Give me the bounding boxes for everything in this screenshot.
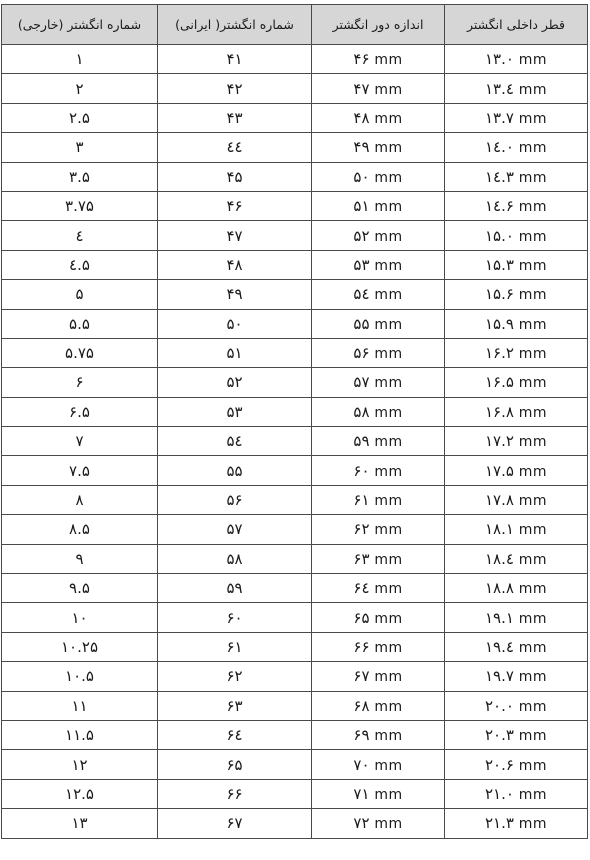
measurement-unit: mm — [518, 551, 547, 568]
table-body — [2, 45, 588, 839]
iranian-size-cell: ۴۱ — [158, 45, 312, 74]
measurement-value: ۶۳ — [353, 549, 370, 568]
measurement-unit: mm — [374, 375, 403, 392]
inner-diameter-cell — [445, 691, 588, 720]
measurement-value: ۱۹.٤ — [484, 638, 514, 656]
measurement-unit: mm — [518, 669, 547, 686]
measurement-value: ۱۸.٤ — [484, 549, 514, 568]
circumference-cell — [312, 574, 445, 603]
table-row — [2, 750, 588, 779]
foreign-size-cell: ۵.۷۵ — [2, 338, 158, 367]
measurement-value: ۶۸ — [353, 696, 370, 715]
measurement-unit: mm — [518, 786, 547, 803]
measurement-value: ۵٤ — [353, 285, 370, 304]
table-row — [2, 779, 588, 808]
measurement-value: ۱۳.۷ — [484, 108, 514, 127]
inner-diameter-cell — [445, 191, 588, 220]
iranian-size-cell: ۵۶ — [158, 485, 312, 514]
table-row — [2, 691, 588, 720]
measurement-value: ۱۵.۹ — [484, 314, 514, 333]
measurement-unit: mm — [374, 757, 403, 774]
measurement-unit: mm — [518, 287, 547, 304]
inner-diameter-cell — [445, 133, 588, 162]
foreign-size-cell: ۱۱.۵ — [2, 720, 158, 749]
measurement-unit: mm — [374, 52, 403, 69]
measurement-unit: mm — [518, 375, 547, 392]
foreign-size-cell: ۱ — [2, 45, 158, 74]
measurement-value: ۱۸.۸ — [484, 579, 514, 598]
measurement-value: ۶۷ — [353, 667, 370, 686]
measurement-value: ۶۰ — [353, 461, 370, 480]
measurement-unit: mm — [518, 493, 547, 510]
measurement-value: ۴۶ — [353, 50, 370, 69]
measurement-value: ۱٤.۶ — [484, 197, 514, 216]
inner-diameter-cell — [445, 809, 588, 838]
measurement-value: ۶۲ — [353, 520, 370, 539]
foreign-size-cell: ۷ — [2, 427, 158, 456]
measurement-value: ۱۵.۶ — [484, 285, 514, 304]
iranian-size-cell: ۶۰ — [158, 603, 312, 632]
iranian-size-cell: ۵۱ — [158, 338, 312, 367]
measurement-unit: mm — [518, 346, 547, 363]
foreign-size-cell: ۹ — [2, 544, 158, 573]
measurement-value: ۵۰ — [353, 167, 370, 186]
foreign-size-cell: ۱۰.۵ — [2, 662, 158, 691]
measurement-value: ۵۹ — [353, 432, 370, 451]
measurement-value: ۶۱ — [353, 491, 370, 510]
table-row — [2, 45, 588, 74]
measurement-value: ۷۲ — [353, 814, 370, 833]
table-row — [2, 662, 588, 691]
measurement-unit: mm — [518, 110, 547, 127]
header-circumference: اندازه دور انگشتر — [312, 5, 445, 45]
measurement-unit: mm — [518, 640, 547, 656]
foreign-size-cell: ۱۱ — [2, 691, 158, 720]
measurement-unit: mm — [374, 316, 403, 333]
circumference-cell — [312, 162, 445, 191]
table-row — [2, 603, 588, 632]
iranian-size-cell: ۵۵ — [158, 456, 312, 485]
circumference-cell — [312, 45, 445, 74]
measurement-value: ۴۷ — [353, 79, 370, 98]
circumference-cell — [312, 191, 445, 220]
inner-diameter-cell — [445, 162, 588, 191]
circumference-cell — [312, 809, 445, 838]
measurement-unit: mm — [518, 228, 547, 245]
measurement-value: ۴۸ — [353, 108, 370, 127]
foreign-size-cell: ۲.۵ — [2, 103, 158, 132]
measurement-value: ۱۵.۳ — [484, 255, 514, 274]
foreign-size-cell: ۸ — [2, 485, 158, 514]
table-row — [2, 309, 588, 338]
table-row — [2, 809, 588, 838]
table-row — [2, 456, 588, 485]
foreign-size-cell: ۵ — [2, 280, 158, 309]
measurement-value: ۷۱ — [353, 784, 370, 803]
inner-diameter-cell — [445, 456, 588, 485]
measurement-value: ۱٤.۰ — [484, 138, 514, 157]
measurement-unit: mm — [518, 816, 547, 833]
inner-diameter-cell — [445, 221, 588, 250]
measurement-unit: mm — [518, 140, 547, 157]
table-row — [2, 191, 588, 220]
measurement-value: ۵۷ — [353, 373, 370, 392]
iranian-size-cell: ۶۷ — [158, 809, 312, 838]
inner-diameter-cell — [445, 750, 588, 779]
measurement-unit: mm — [374, 434, 403, 451]
circumference-cell — [312, 368, 445, 397]
measurement-value: ۶۶ — [353, 638, 370, 656]
table-row — [2, 162, 588, 191]
table-row — [2, 720, 588, 749]
circumference-cell — [312, 603, 445, 632]
foreign-size-cell: ۶.۵ — [2, 397, 158, 426]
inner-diameter-cell — [445, 368, 588, 397]
measurement-value: ۱۷.۵ — [484, 461, 514, 480]
measurement-unit: mm — [374, 463, 403, 480]
measurement-unit: mm — [374, 551, 403, 568]
circumference-cell — [312, 133, 445, 162]
header-foreign-size: شماره انگشتر (خارجی) — [2, 5, 158, 45]
measurement-value: ۲۱.۰ — [484, 784, 514, 803]
measurement-unit: mm — [374, 228, 403, 245]
circumference-cell — [312, 309, 445, 338]
measurement-value: ۲۰.۳ — [484, 726, 514, 745]
circumference-cell — [312, 250, 445, 279]
iranian-size-cell: ۵۳ — [158, 397, 312, 426]
circumference-cell — [312, 221, 445, 250]
circumference-cell — [312, 544, 445, 573]
inner-diameter-cell — [445, 280, 588, 309]
measurement-unit: mm — [374, 287, 403, 304]
foreign-size-cell: ۲ — [2, 74, 158, 103]
circumference-cell — [312, 515, 445, 544]
foreign-size-cell: ۱۰.۲۵ — [2, 632, 158, 661]
iranian-size-cell: ۴۵ — [158, 162, 312, 191]
iranian-size-cell: ۵٤ — [158, 427, 312, 456]
ring-size-table — [1, 4, 588, 839]
inner-diameter-cell — [445, 397, 588, 426]
measurement-unit: mm — [374, 404, 403, 421]
circumference-cell — [312, 338, 445, 367]
inner-diameter-cell — [445, 574, 588, 603]
foreign-size-cell: ٤ — [2, 221, 158, 250]
measurement-value: ۱۵.۰ — [484, 226, 514, 245]
measurement-unit: mm — [374, 346, 403, 363]
foreign-size-cell: ۱۲.۵ — [2, 779, 158, 808]
measurement-value: ۵۵ — [353, 314, 370, 333]
foreign-size-cell: ۱۳ — [2, 809, 158, 838]
inner-diameter-cell — [445, 720, 588, 749]
measurement-unit: mm — [518, 81, 547, 98]
measurement-unit: mm — [518, 522, 547, 539]
measurement-value: ۱۸.۱ — [484, 520, 514, 539]
inner-diameter-cell — [445, 74, 588, 103]
iranian-size-cell: ۶۲ — [158, 662, 312, 691]
inner-diameter-cell — [445, 427, 588, 456]
measurement-value: ۱۷.۸ — [484, 491, 514, 510]
table-row — [2, 515, 588, 544]
foreign-size-cell: ۵.۵ — [2, 309, 158, 338]
measurement-unit: mm — [374, 640, 403, 656]
measurement-unit: mm — [374, 669, 403, 686]
foreign-size-cell: ۳ — [2, 133, 158, 162]
measurement-unit: mm — [518, 316, 547, 333]
measurement-value: ۱۶.۲ — [484, 344, 514, 363]
measurement-value: ۲۰.۰ — [484, 696, 514, 715]
inner-diameter-cell — [445, 603, 588, 632]
measurement-value: ۱۶.۸ — [484, 402, 514, 421]
inner-diameter-cell — [445, 515, 588, 544]
circumference-cell — [312, 750, 445, 779]
circumference-cell — [312, 427, 445, 456]
circumference-cell — [312, 662, 445, 691]
table-row — [2, 544, 588, 573]
measurement-value: ۲۱.۳ — [484, 814, 514, 833]
measurement-unit: mm — [518, 581, 547, 598]
iranian-size-cell: ۵۲ — [158, 368, 312, 397]
iranian-size-cell: ۶٤ — [158, 720, 312, 749]
iranian-size-cell: ۴۸ — [158, 250, 312, 279]
measurement-unit: mm — [518, 169, 547, 186]
circumference-cell — [312, 485, 445, 514]
circumference-cell — [312, 691, 445, 720]
foreign-size-cell: ۳.۵ — [2, 162, 158, 191]
measurement-unit: mm — [374, 610, 403, 627]
table-row — [2, 221, 588, 250]
measurement-value: ۶۹ — [353, 726, 370, 745]
circumference-cell — [312, 720, 445, 749]
table-row — [2, 427, 588, 456]
measurement-unit: mm — [374, 786, 403, 803]
measurement-unit: mm — [518, 757, 547, 774]
measurement-value: ۷۰ — [353, 755, 370, 774]
measurement-value: ۵۳ — [353, 255, 370, 274]
foreign-size-cell: ۱۰ — [2, 603, 158, 632]
measurement-unit: mm — [518, 698, 547, 715]
iranian-size-cell: ۶۳ — [158, 691, 312, 720]
measurement-value: ۵۶ — [353, 344, 370, 363]
table-header-row — [2, 5, 588, 45]
measurement-unit: mm — [374, 493, 403, 510]
measurement-unit: mm — [518, 52, 547, 69]
iranian-size-cell: ۴۳ — [158, 103, 312, 132]
inner-diameter-cell — [445, 250, 588, 279]
measurement-unit: mm — [518, 199, 547, 216]
measurement-unit: mm — [374, 169, 403, 186]
measurement-value: ۱۳.۰ — [484, 50, 514, 69]
inner-diameter-cell — [445, 309, 588, 338]
measurement-unit: mm — [374, 698, 403, 715]
iranian-size-cell: ۴۷ — [158, 221, 312, 250]
measurement-unit: mm — [374, 522, 403, 539]
header-inner-diameter: قطر داخلی انگشتر — [445, 5, 588, 45]
iranian-size-cell: ۵۹ — [158, 574, 312, 603]
table-row — [2, 574, 588, 603]
inner-diameter-cell — [445, 544, 588, 573]
iranian-size-cell: ۵۸ — [158, 544, 312, 573]
measurement-unit: mm — [518, 257, 547, 274]
iranian-size-cell: ۴۶ — [158, 191, 312, 220]
inner-diameter-cell — [445, 45, 588, 74]
inner-diameter-cell — [445, 779, 588, 808]
foreign-size-cell: ۱۲ — [2, 750, 158, 779]
measurement-value: ۱۹.۷ — [484, 667, 514, 686]
circumference-cell — [312, 74, 445, 103]
measurement-unit: mm — [374, 581, 403, 598]
circumference-cell — [312, 779, 445, 808]
measurement-unit: mm — [518, 728, 547, 745]
measurement-unit: mm — [374, 110, 403, 127]
foreign-size-cell: ۶ — [2, 368, 158, 397]
table-row — [2, 338, 588, 367]
measurement-unit: mm — [374, 728, 403, 745]
inner-diameter-cell — [445, 485, 588, 514]
foreign-size-cell: ۳.۷۵ — [2, 191, 158, 220]
measurement-value: ۱۹.۱ — [484, 608, 514, 627]
iranian-size-cell: ۶۵ — [158, 750, 312, 779]
circumference-cell — [312, 103, 445, 132]
table-row — [2, 397, 588, 426]
table-row — [2, 133, 588, 162]
measurement-value: ۶٤ — [353, 579, 370, 598]
measurement-unit: mm — [374, 140, 403, 157]
ring-size-sheet — [1, 4, 587, 858]
iranian-size-cell: ۶۱ — [158, 632, 312, 661]
measurement-value: ۱۶.۵ — [484, 373, 514, 392]
measurement-value: ۵۲ — [353, 226, 370, 245]
iranian-size-cell: ۶۶ — [158, 779, 312, 808]
iranian-size-cell: ۴۹ — [158, 280, 312, 309]
measurement-unit: mm — [518, 610, 547, 627]
iranian-size-cell: ۵۰ — [158, 309, 312, 338]
inner-diameter-cell — [445, 103, 588, 132]
measurement-value: ۲۰.۶ — [484, 755, 514, 774]
measurement-unit: mm — [374, 816, 403, 833]
foreign-size-cell: ٤.۵ — [2, 250, 158, 279]
measurement-unit: mm — [518, 434, 547, 451]
measurement-value: ۶۵ — [353, 608, 370, 627]
measurement-unit: mm — [374, 257, 403, 274]
table-row — [2, 485, 588, 514]
measurement-unit: mm — [374, 81, 403, 98]
circumference-cell — [312, 397, 445, 426]
inner-diameter-cell — [445, 338, 588, 367]
table-row — [2, 74, 588, 103]
iranian-size-cell: ٤٤ — [158, 133, 312, 162]
iranian-size-cell: ۴۲ — [158, 74, 312, 103]
measurement-unit: mm — [518, 404, 547, 421]
table-row — [2, 632, 588, 661]
measurement-value: ۵۸ — [353, 402, 370, 421]
circumference-cell — [312, 280, 445, 309]
table-row — [2, 103, 588, 132]
measurement-value: ۱۳.٤ — [484, 79, 514, 98]
inner-diameter-cell — [445, 632, 588, 661]
header-iranian-size: شماره انگشتر( ایرانی) — [158, 5, 312, 45]
measurement-unit: mm — [518, 463, 547, 480]
foreign-size-cell: ۸.۵ — [2, 515, 158, 544]
circumference-cell — [312, 632, 445, 661]
measurement-unit: mm — [374, 199, 403, 216]
inner-diameter-cell — [445, 662, 588, 691]
iranian-size-cell: ۵۷ — [158, 515, 312, 544]
table-row — [2, 280, 588, 309]
table-row — [2, 368, 588, 397]
foreign-size-cell: ۷.۵ — [2, 456, 158, 485]
measurement-value: ۱۷.۲ — [484, 432, 514, 451]
measurement-value: ۵۱ — [353, 197, 370, 216]
measurement-value: ۴۹ — [353, 138, 370, 157]
table-row — [2, 250, 588, 279]
circumference-cell — [312, 456, 445, 485]
foreign-size-cell: ۹.۵ — [2, 574, 158, 603]
measurement-value: ۱٤.۳ — [484, 167, 514, 186]
